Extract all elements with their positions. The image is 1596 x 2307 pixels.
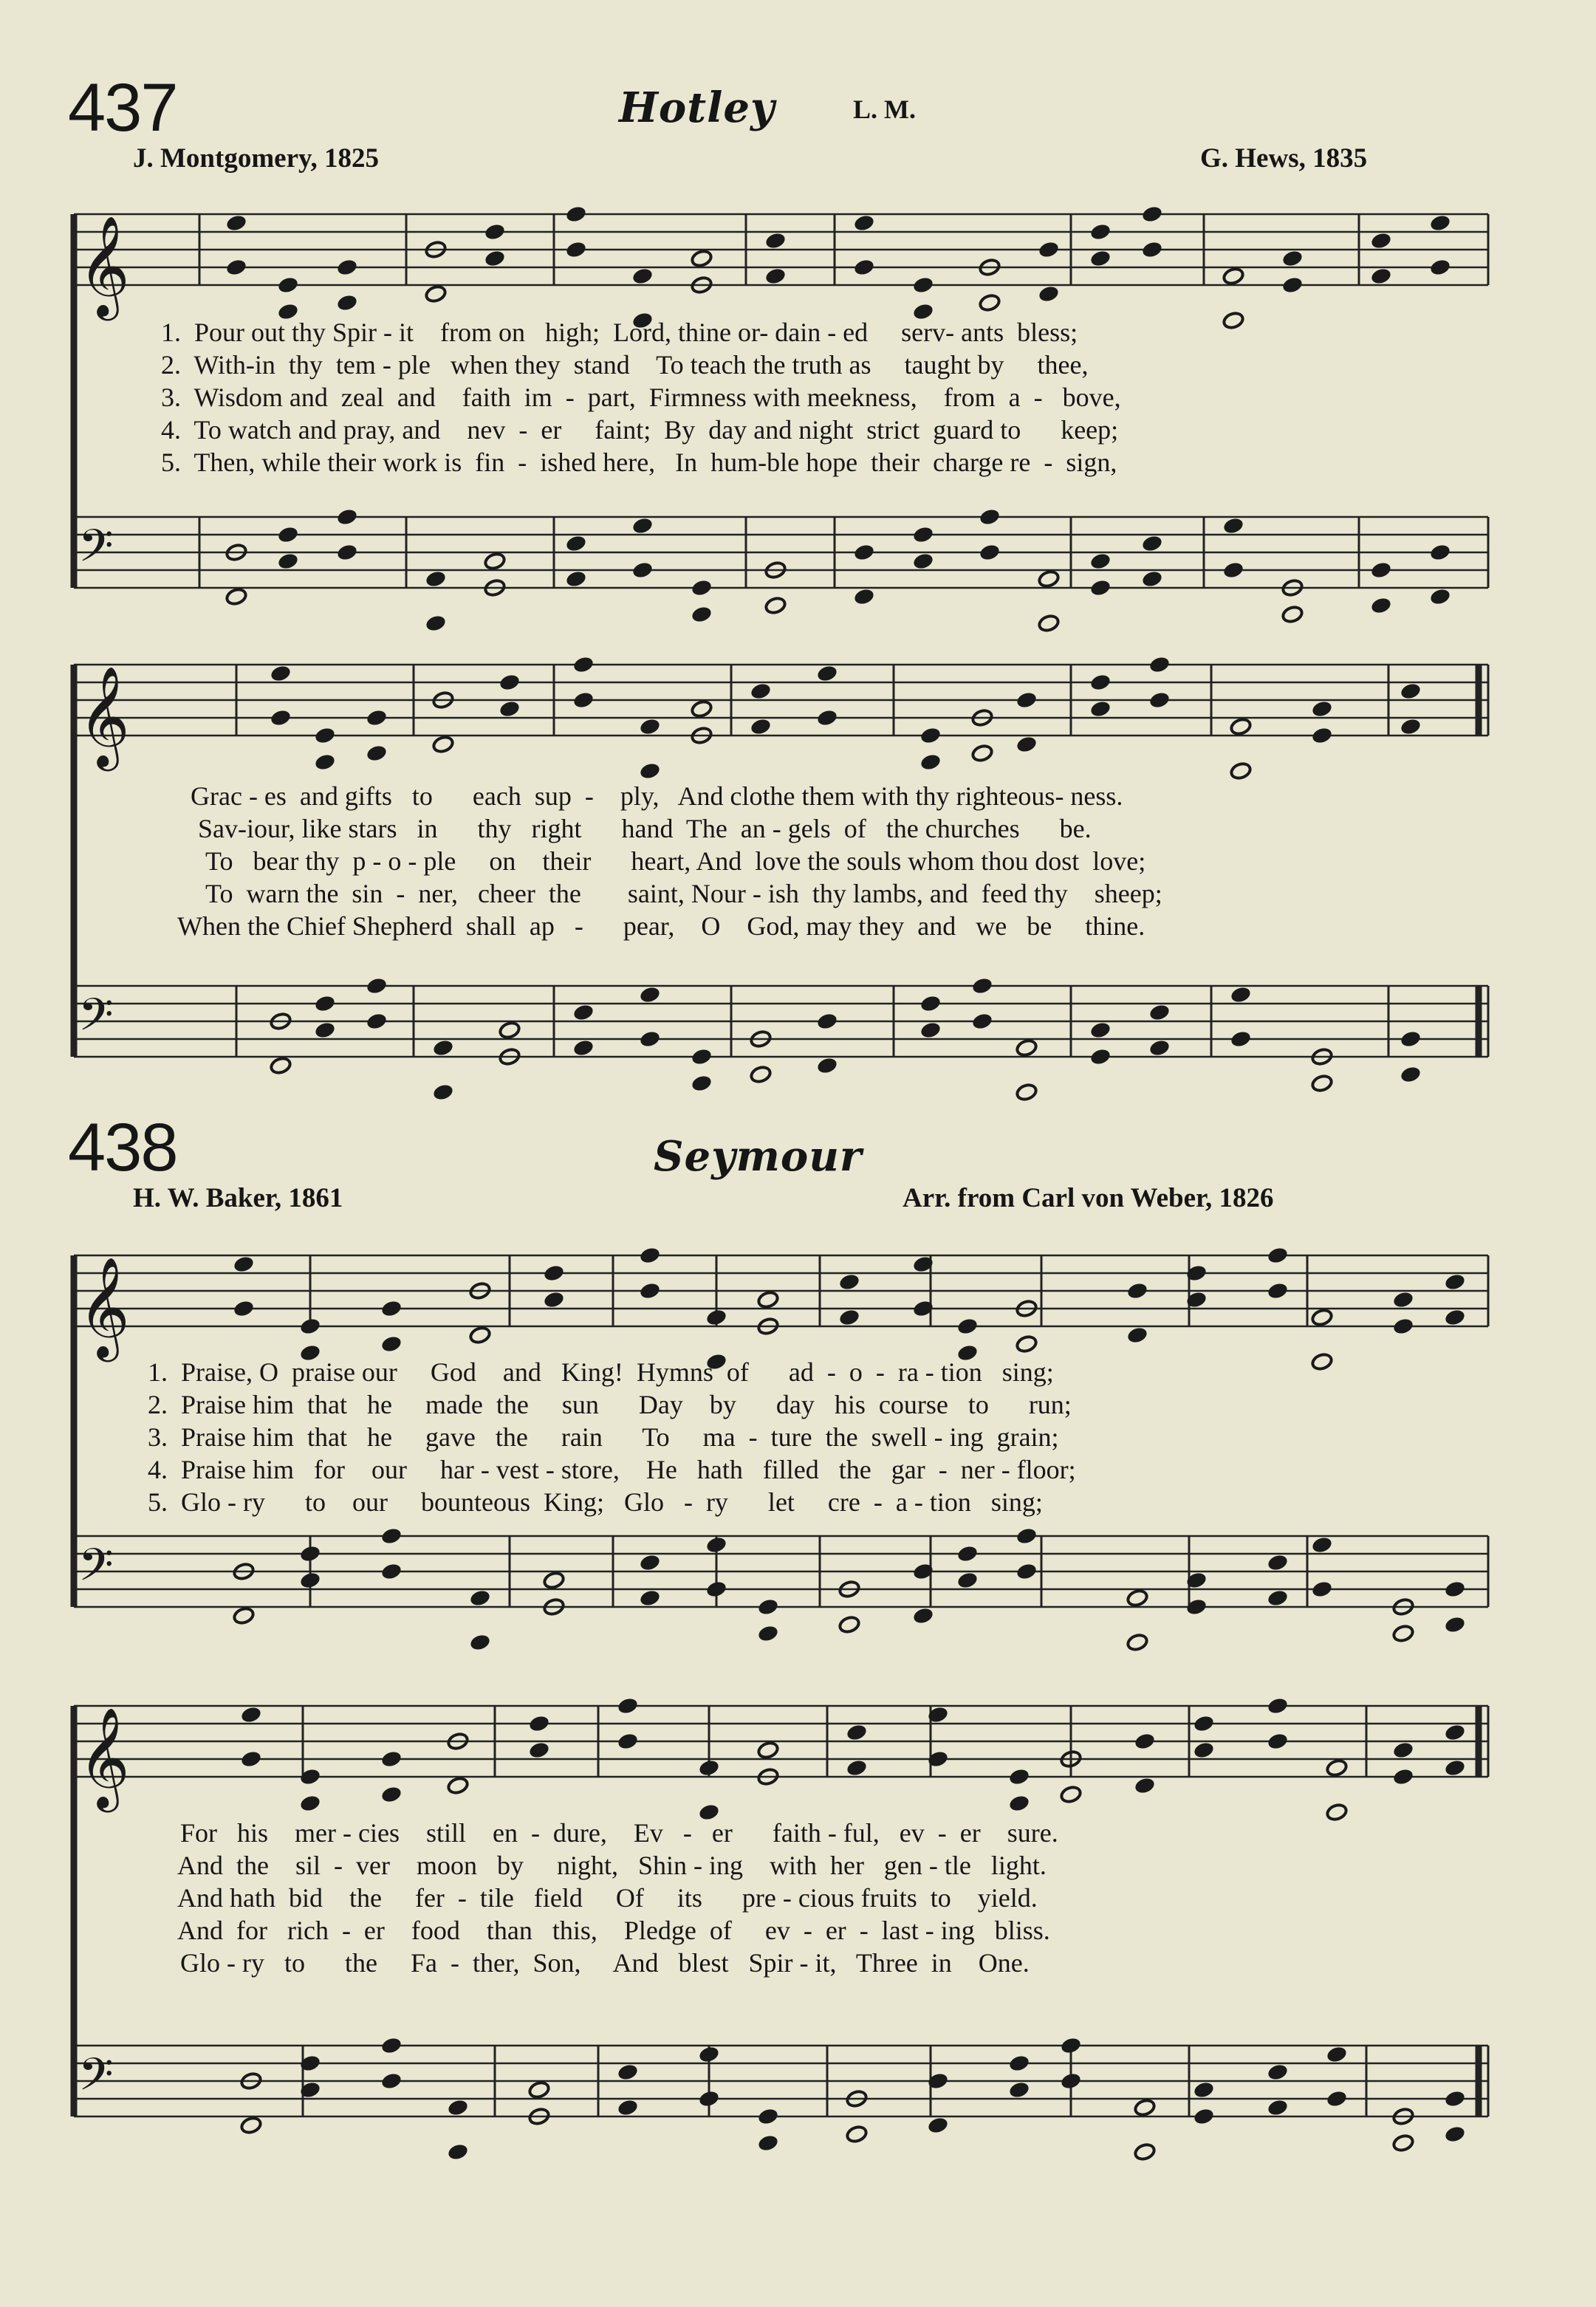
note-head — [919, 753, 942, 772]
note-head — [314, 753, 337, 772]
bass-clef-icon: 𝄢 — [78, 989, 114, 1052]
verse-line: 3. Praise him that he gave the rain To ma - ture the swell - ing grain; — [148, 1422, 1059, 1452]
note-head — [912, 1606, 935, 1625]
note-head — [1016, 1083, 1038, 1102]
note-head — [447, 2098, 470, 2117]
note-head — [543, 1264, 566, 1283]
note-head — [565, 534, 588, 553]
note-head — [1230, 985, 1253, 1004]
note-head — [1444, 2089, 1467, 2108]
note-head — [543, 1290, 566, 1309]
note-head — [1392, 2133, 1415, 2153]
note-head — [912, 275, 935, 295]
note-head — [1038, 614, 1061, 633]
note-head — [1326, 2045, 1349, 2064]
note-head — [1281, 249, 1304, 268]
note-head — [1267, 1281, 1290, 1300]
note-head — [971, 976, 994, 995]
note-head — [912, 525, 935, 544]
verse-line: 1. Pour out thy Spir - it from on high; Lord, thine or- dain - ed serv- ants bless; — [161, 318, 1078, 347]
note-head — [499, 699, 521, 719]
note-head — [484, 552, 507, 571]
note-head — [1148, 655, 1171, 674]
note-head — [425, 284, 448, 304]
note-head — [757, 2107, 780, 2126]
note-head — [1392, 1290, 1415, 1309]
note-head — [1281, 605, 1304, 624]
note-head — [912, 552, 935, 571]
composer-credit: Arr. from Carl von Weber, 1826 — [903, 1183, 1274, 1213]
note-head — [1016, 1562, 1038, 1581]
note-head — [757, 1624, 780, 1643]
note-head — [1311, 1535, 1334, 1554]
note-head — [1444, 2125, 1467, 2144]
note-head — [565, 205, 588, 224]
note-head — [1444, 1272, 1467, 1292]
treble-clef-icon: 𝄞 — [78, 214, 130, 316]
note-head — [838, 1308, 861, 1327]
note-head — [705, 1580, 728, 1599]
note-head — [1008, 2080, 1031, 2099]
note-head — [631, 561, 654, 580]
note-head — [1222, 561, 1245, 580]
note-head — [617, 2063, 640, 2082]
note-head — [484, 222, 507, 241]
note-head — [1089, 552, 1112, 571]
verse-line: 1. Praise, O praise our God and King! Hymns of ad - o - ra - tion sing; — [148, 1357, 1054, 1387]
note-head — [639, 1246, 662, 1265]
note-head — [1038, 284, 1061, 304]
note-head — [528, 1714, 551, 1733]
note-head — [698, 2089, 721, 2108]
note-head — [1038, 569, 1061, 589]
note-head — [1267, 1732, 1290, 1751]
note-head — [698, 2045, 721, 2064]
verse-line: 5. Then, while their work is fin - ished here, In hum-ble hope their charge re - sign, — [161, 448, 1117, 477]
verse-line: Sav-iour, like stars in thy right hand The an - gels of the churches be. — [198, 814, 1092, 843]
note-head — [336, 258, 359, 277]
note-head — [750, 717, 773, 736]
note-head — [314, 1021, 337, 1040]
note-head — [299, 1544, 322, 1563]
note-head — [1148, 1038, 1171, 1057]
note-head — [1060, 2071, 1083, 2091]
note-head — [1429, 587, 1452, 606]
verse-line: For his mer - cies still en - dure, Ev - er faith - ful, ev - er sure. — [180, 1818, 1058, 1848]
note-head — [277, 275, 300, 295]
verse-line: And for rich - er food than this, Pledge of ev - er - last - ing bliss. — [177, 1916, 1050, 1945]
note-head — [1008, 2054, 1031, 2073]
note-head — [1400, 682, 1422, 701]
note-head — [1400, 717, 1422, 736]
note-head — [336, 507, 359, 527]
note-head — [1370, 231, 1393, 250]
note-head — [698, 1758, 721, 1778]
note-head — [499, 1021, 521, 1040]
note-head — [617, 1732, 640, 1751]
verse-line: To bear thy p - o - ple on their heart, And love the souls whom thou dost love; — [205, 846, 1146, 876]
treble-clef-icon: 𝄞 — [78, 665, 130, 767]
note-head — [764, 267, 787, 286]
note-head — [299, 1571, 322, 1590]
note-head — [919, 1021, 942, 1040]
note-head — [1141, 205, 1164, 224]
note-head — [757, 1290, 780, 1309]
note-head — [691, 699, 713, 719]
note-head — [757, 2133, 780, 2153]
verse-line: 2. With-in thy tem - ple when they stand To teach the truth as taught by thee, — [161, 350, 1089, 380]
note-head — [270, 708, 292, 727]
note-head — [691, 578, 713, 597]
note-head — [277, 525, 300, 544]
note-head — [1141, 569, 1164, 589]
tune-name: Seymour — [654, 1132, 863, 1181]
note-head — [838, 1272, 861, 1292]
note-head — [1089, 578, 1112, 597]
note-head — [484, 249, 507, 268]
note-head — [299, 1317, 322, 1336]
note-head — [565, 240, 588, 259]
note-head — [366, 708, 388, 727]
note-head — [1193, 2080, 1216, 2099]
note-head — [240, 1705, 263, 1724]
note-head — [639, 1281, 662, 1300]
note-head — [691, 1074, 713, 1093]
note-head — [1267, 2063, 1290, 2082]
verse-line: To warn the sin - ner, cheer the saint, Nour - ish thy lambs, and feed thy sheep; — [205, 879, 1162, 908]
note-head — [447, 2142, 470, 2162]
note-head — [277, 552, 300, 571]
note-head — [1444, 1308, 1467, 1327]
note-head — [631, 267, 654, 286]
hymn-number: 438 — [68, 1110, 177, 1185]
note-head — [380, 1562, 403, 1581]
note-head — [757, 1597, 780, 1617]
note-head — [299, 1794, 322, 1813]
note-head — [225, 587, 248, 606]
verse-line: When the Chief Shepherd shall ap - pear, O God, may they and we be thine. — [177, 911, 1145, 941]
tune-name: Hotley — [619, 83, 775, 132]
note-head — [1134, 1732, 1157, 1751]
note-head — [1089, 222, 1112, 241]
note-head — [380, 1334, 403, 1354]
note-head — [240, 2116, 263, 2135]
author-credit: H. W. Baker, 1861 — [133, 1183, 343, 1213]
verse-line: Grac - es and gifts to each sup - ply, And clothe them with thy righteous- ness. — [191, 781, 1123, 811]
verse-line: And hath bid the fer - tile field Of its pre - cious fruits to yield. — [177, 1883, 1038, 1913]
note-head — [1444, 1758, 1467, 1778]
meter: L. M. — [853, 95, 916, 124]
note-head — [1267, 1246, 1290, 1265]
note-head — [432, 735, 455, 754]
note-head — [366, 976, 388, 995]
note-head — [314, 994, 337, 1013]
note-head — [469, 1633, 492, 1652]
note-head — [1429, 258, 1452, 277]
note-head — [1016, 1038, 1038, 1057]
verse-line: And the sil - ver moon by night, Shin - ing with her gen - tle light. — [177, 1851, 1047, 1880]
note-head — [846, 1758, 869, 1778]
note-head — [1311, 1074, 1334, 1093]
note-head — [1392, 1767, 1415, 1786]
note-head — [1089, 673, 1112, 692]
note-head — [757, 1741, 780, 1760]
note-head — [1089, 249, 1112, 268]
note-head — [816, 708, 839, 727]
note-head — [225, 258, 248, 277]
note-head — [543, 1571, 566, 1590]
note-head — [1193, 1741, 1216, 1760]
note-head — [1089, 699, 1112, 719]
note-head — [366, 1012, 388, 1031]
verse-line: 4. To watch and pray, and nev - er faint; By day and night strict guard to keep; — [161, 415, 1119, 445]
note-head — [750, 682, 773, 701]
note-head — [1311, 1308, 1334, 1327]
note-head — [225, 213, 248, 233]
note-head — [838, 1615, 861, 1634]
note-head — [380, 1785, 403, 1804]
note-head — [380, 1299, 403, 1318]
note-head — [1400, 1029, 1422, 1049]
note-head — [971, 1012, 994, 1031]
note-head — [1016, 690, 1038, 710]
treble-clef-icon: 𝄞 — [78, 1255, 130, 1357]
note-head — [1400, 1065, 1422, 1084]
note-head — [750, 1065, 773, 1084]
note-head — [816, 1056, 839, 1075]
note-head — [1370, 596, 1393, 615]
note-head — [691, 605, 713, 624]
bass-clef-icon: 𝄢 — [78, 2049, 114, 2112]
note-head — [1016, 1334, 1038, 1354]
note-head — [240, 1749, 263, 1769]
note-head — [1267, 1588, 1290, 1608]
note-head — [816, 664, 839, 683]
bass-clef-icon: 𝄢 — [78, 1539, 114, 1602]
note-head — [617, 1696, 640, 1715]
note-head — [1311, 1352, 1334, 1371]
note-head — [499, 673, 521, 692]
note-head — [528, 1741, 551, 1760]
note-head — [1326, 1803, 1349, 1822]
note-head — [1126, 1281, 1149, 1300]
note-head — [1444, 1723, 1467, 1742]
note-head — [1222, 267, 1245, 286]
note-head — [1326, 2089, 1349, 2108]
note-head — [764, 231, 787, 250]
note-head — [1429, 543, 1452, 562]
composer-credit: G. Hews, 1835 — [1200, 143, 1368, 174]
note-head — [631, 516, 654, 535]
note-head — [1134, 2098, 1157, 2117]
note-head — [432, 1083, 455, 1102]
note-head — [1429, 213, 1452, 233]
note-head — [1281, 275, 1304, 295]
note-head — [1311, 726, 1334, 745]
note-head — [639, 1588, 662, 1608]
note-head — [1370, 561, 1393, 580]
note-head — [366, 744, 388, 763]
note-head — [1311, 1580, 1334, 1599]
note-head — [1126, 1326, 1149, 1345]
note-head — [639, 761, 662, 781]
treble-clef-icon: 𝄞 — [78, 1706, 130, 1808]
note-head — [919, 726, 942, 745]
note-head — [1267, 2098, 1290, 2117]
note-head — [1016, 735, 1038, 754]
note-head — [639, 1553, 662, 1572]
note-head — [853, 543, 876, 562]
note-head — [1230, 761, 1253, 781]
note-head — [380, 2071, 403, 2091]
note-head — [971, 744, 994, 763]
note-head — [233, 1255, 256, 1274]
note-head — [853, 258, 876, 277]
verse-line: 2. Praise him that he made the sun Day by day his course to run; — [148, 1390, 1072, 1419]
note-head — [1126, 1588, 1149, 1608]
note-head — [1230, 1029, 1253, 1049]
note-head — [764, 596, 787, 615]
note-head — [572, 690, 595, 710]
note-head — [380, 2036, 403, 2055]
note-head — [1193, 2107, 1216, 2126]
note-head — [853, 213, 876, 233]
note-head — [979, 507, 1001, 527]
note-head — [432, 1038, 455, 1057]
note-head — [956, 1571, 979, 1590]
note-head — [572, 1003, 595, 1022]
note-head — [314, 726, 337, 745]
note-head — [956, 1544, 979, 1563]
note-head — [270, 664, 292, 683]
note-head — [1008, 1767, 1031, 1786]
note-head — [469, 1326, 492, 1345]
note-head — [425, 614, 448, 633]
bass-clef-icon: 𝄢 — [78, 520, 114, 583]
note-head — [233, 1606, 256, 1625]
note-head — [846, 2125, 869, 2144]
note-head — [336, 543, 359, 562]
verse-line: 4. Praise him for our har - vest - store, He hath filled the gar - ner - floor; — [148, 1455, 1076, 1484]
note-head — [1060, 1785, 1083, 1804]
note-head — [617, 2098, 640, 2117]
note-head — [1193, 1714, 1216, 1733]
note-head — [1444, 1615, 1467, 1634]
note-head — [705, 1308, 728, 1327]
note-head — [1392, 1624, 1415, 1643]
note-head — [1141, 534, 1164, 553]
note-head — [979, 543, 1001, 562]
note-head — [1267, 1553, 1290, 1572]
note-head — [1326, 1758, 1349, 1778]
note-head — [1148, 1003, 1171, 1022]
note-head — [1008, 1794, 1031, 1813]
note-head — [233, 1299, 256, 1318]
note-head — [270, 1056, 292, 1075]
note-head — [1060, 2036, 1083, 2055]
note-head — [705, 1535, 728, 1554]
note-head — [691, 1047, 713, 1066]
note-head — [469, 1588, 492, 1608]
note-head — [528, 2080, 551, 2099]
note-head — [1134, 2142, 1157, 2162]
note-head — [380, 1526, 403, 1546]
note-head — [1392, 1317, 1415, 1336]
note-head — [1222, 311, 1245, 330]
note-head — [956, 1317, 979, 1336]
note-head — [919, 994, 942, 1013]
note-head — [639, 717, 662, 736]
note-head — [691, 249, 713, 268]
note-head — [1038, 240, 1061, 259]
note-head — [1134, 1776, 1157, 1795]
note-head — [816, 1012, 839, 1031]
note-head — [565, 569, 588, 589]
note-head — [853, 587, 876, 606]
note-head — [639, 1029, 662, 1049]
note-head — [336, 293, 359, 312]
note-head — [927, 2116, 950, 2135]
note-head — [1016, 1526, 1038, 1546]
note-head — [1370, 267, 1393, 286]
note-head — [846, 1723, 869, 1742]
note-head — [1089, 1021, 1112, 1040]
note-head — [1222, 516, 1245, 535]
note-head — [639, 985, 662, 1004]
note-head — [1141, 240, 1164, 259]
verse-line: 3. Wisdom and zeal and faith im - part, Firmness with meekness, from a - bove, — [161, 383, 1121, 412]
note-head — [572, 655, 595, 674]
note-head — [572, 1038, 595, 1057]
verse-line: Glo - ry to the Fa - ther, Son, And blest Spir - it, Three in One. — [180, 1948, 1030, 1978]
note-head — [380, 1749, 403, 1769]
note-head — [425, 569, 448, 589]
note-head — [1126, 1633, 1149, 1652]
note-head — [1148, 690, 1171, 710]
hymn-number: 437 — [68, 70, 177, 145]
note-head — [1267, 1696, 1290, 1715]
note-head — [447, 1776, 470, 1795]
note-head — [1444, 1580, 1467, 1599]
verse-line: 5. Glo - ry to our bounteous King; Glo - ry let cre - a - tion sing; — [148, 1487, 1043, 1517]
note-head — [1392, 1741, 1415, 1760]
note-head — [979, 293, 1001, 312]
note-head — [1230, 717, 1253, 736]
note-head — [1311, 699, 1334, 719]
note-head — [1089, 1047, 1112, 1066]
author-credit: J. Montgomery, 1825 — [133, 143, 379, 174]
